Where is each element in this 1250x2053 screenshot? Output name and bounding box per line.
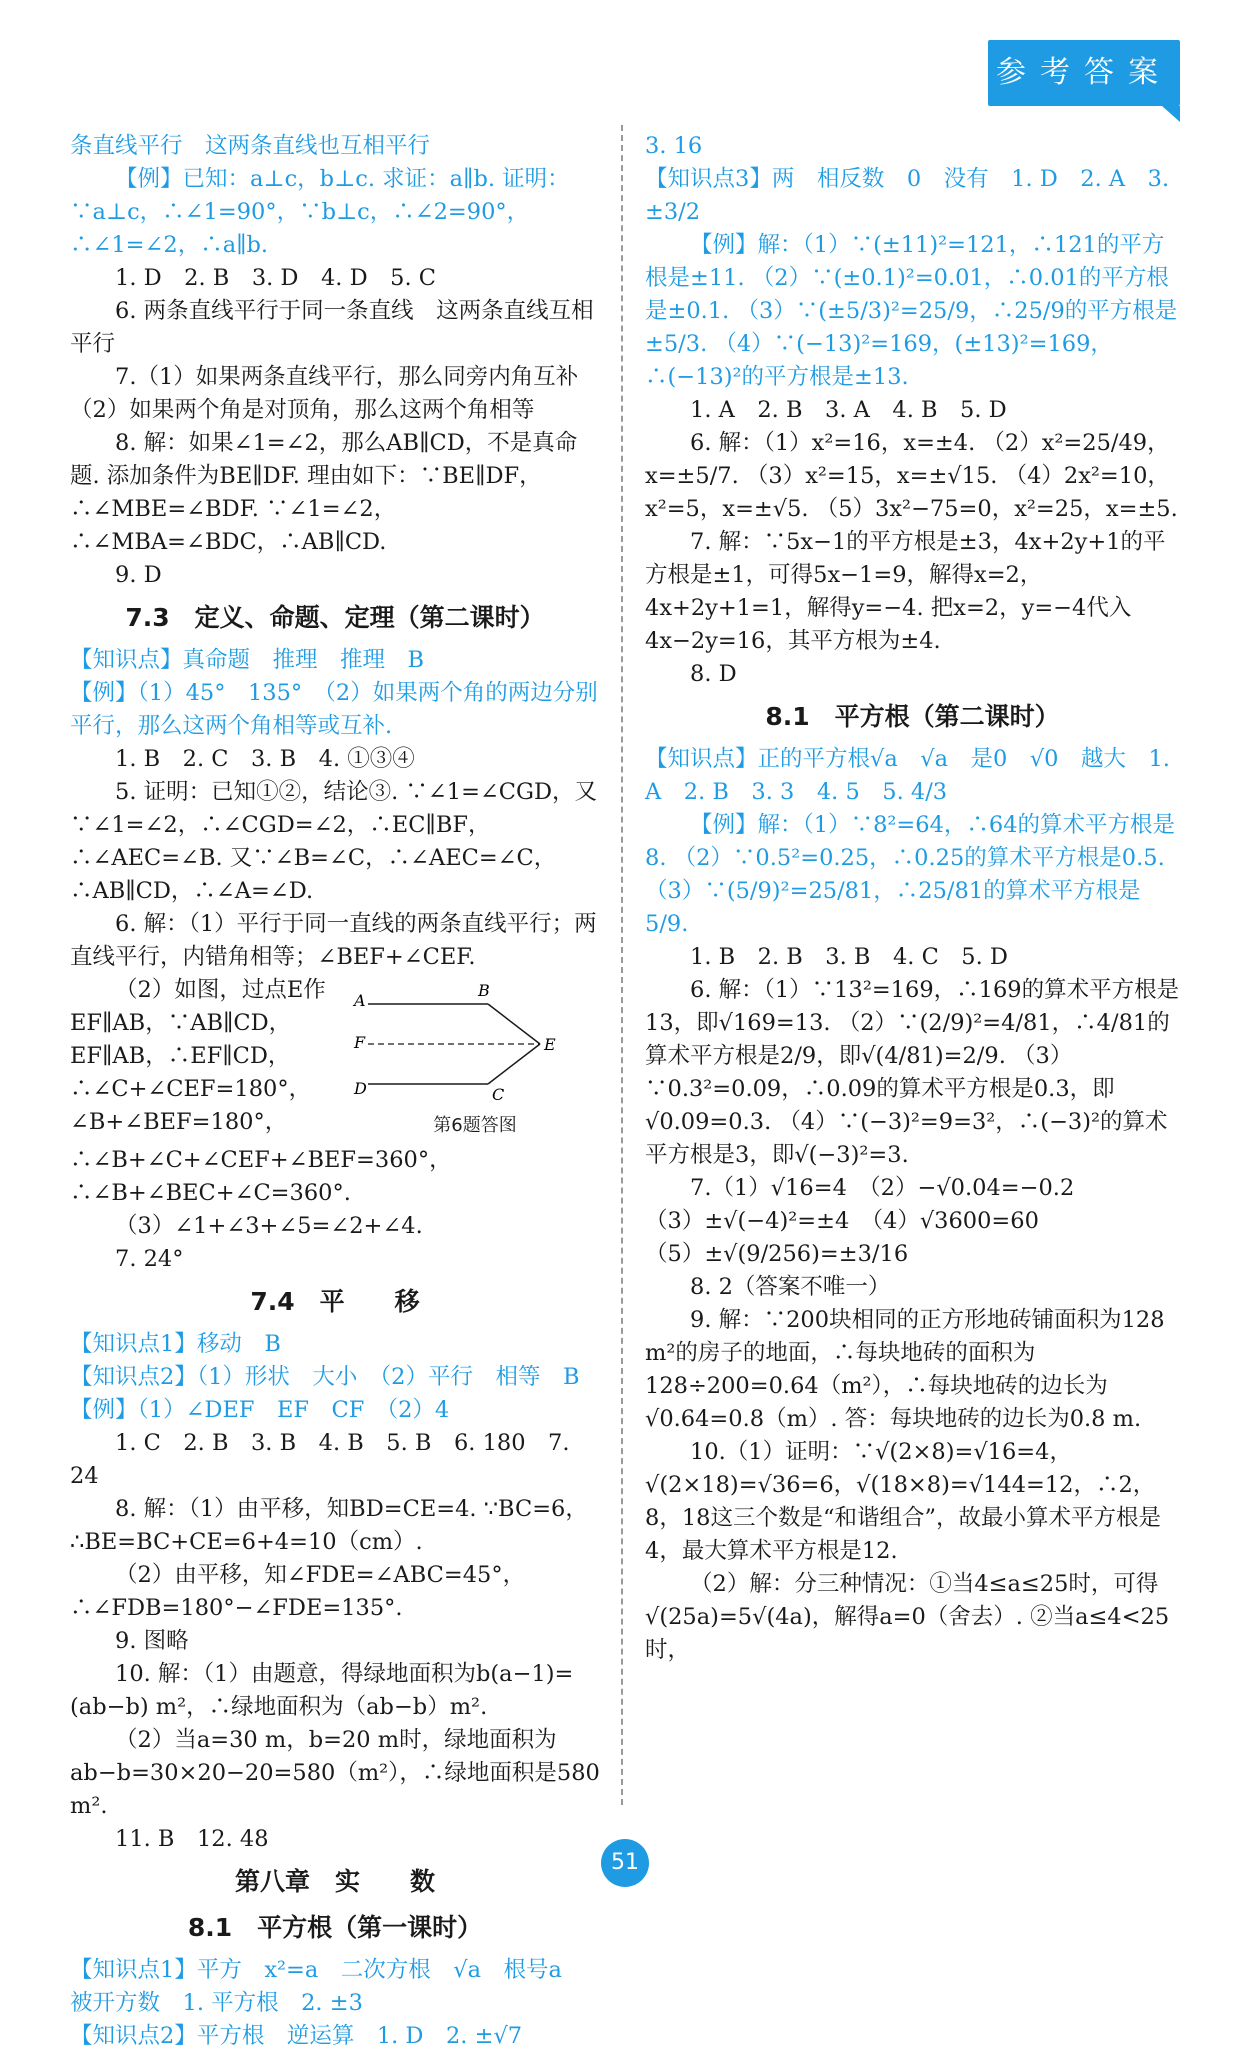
parallel-lines-diagram (350, 976, 600, 1116)
left-column (70, 130, 600, 2053)
example-answer: 【例】（1）45° 135° （2）如果两个角的两边分别平行，那么这两个角相等或互补. (70, 680, 598, 739)
section-heading: 7.3 定义、命题、定理（第二课时） (125, 603, 545, 632)
answer-line: 8. D (690, 661, 737, 687)
answer-line: 9. 解：∵200块相同的正方形地砖铺面积为128 m²的房子的地面，∴每块地砖的面积为128÷200=0.64（m²），∴每块地砖的边长为√0.64=0.8（m）. 答：每块地砖的边长为0.8 m. (645, 1307, 1165, 1432)
answer-line: 9. D (115, 562, 162, 588)
answer-line: （3）∠1+∠3+∠5=∠2+∠4. (115, 1213, 423, 1239)
answer-line: 7. 解：∵5x−1的平方根是±3，4x+2y+1的平方根是±1，可得5x−1=9，解得x=2，4x+2y+1=1，解得y=−4. 把x=2，y=−4代入4x−2y=16，其平方根为±4. (645, 529, 1166, 654)
answer-line: 8. 2（答案不唯一） (690, 1274, 891, 1300)
knowledge-point: 【知识点3】两 相反数 0 没有 1. D 2. A 3. ±3/2 (645, 166, 1170, 225)
chapter-heading: 第八章 实 数 (234, 1867, 435, 1896)
knowledge-point: 【知识点2】平方根 逆运算 1. D 2. ±√7 (70, 2023, 523, 2049)
answer-line: 6. 两条直线平行于同一条直线 这两条直线互相平行 (70, 298, 594, 357)
answer-line: 10.（1）证明：∵√(2×8)=√16=4，√(2×18)=√36=6，√(18×8)=√144=12，∴2，8，18这三个数是“和谐组合”，故最小算术平方根是4，最大算术平方根是12. (645, 1439, 1161, 1564)
section-heading: 7.4 平 移 (250, 1287, 420, 1316)
example-answer: 【例】（1）∠DEF EF CF （2）4 (70, 1397, 450, 1423)
section-heading: 8.1 平方根（第二课时） (765, 702, 1060, 731)
knowledge-point: 【知识点1】平方 x²=a 二次方根 √a 根号a 被开方数 1. 平方根 2. ±3 (70, 1957, 585, 2016)
example-answer: 【例】解：（1）∵(±11)²=121，∴121的平方根是±11. （2）∵(±0.1)²=0.01，∴0.01的平方根是±0.1. （3）∵(±5/3)²=25/9，∴25/9的平方根是±5/3. （4）∵(−13)²=169，(±13)²=169，∴(−13)²的平方根是±13. (645, 232, 1178, 390)
answer-line: 1. B 2. C 3. B 4. ①③④ (115, 746, 415, 772)
tab-fold-decoration (1162, 106, 1180, 122)
answer-line: 6. 解：（1）平行于同一直线的两条直线平行；两直线平行，内错角相等；∠BEF+∠CEF. (70, 911, 597, 970)
answer-line: （2）由平移，知∠FDE=∠ABC=45°，∴∠FDB=180°−∠FDE=135°. (70, 1562, 526, 1621)
label-f: F (354, 1033, 366, 1052)
answer-line: 5. 证明：已知①②，结论③. ∵∠1=∠CGD，又∵∠1=∠2，∴∠CGD=∠2，∴EC∥BF，∴∠AEC=∠B. 又∵∠B=∠C，∴∠AEC=∠C，∴AB∥CD，∴∠A=∠D. (70, 779, 598, 904)
answer-line: 7.（1）√16=4 （2）−√0.04=−0.2 （3）±√(−4)²=±4 （4）√3600=60 （5）±√(9/256)=±3/16 (645, 1175, 1097, 1267)
example-answer: 【例】解：（1）∵8²=64，∴64的算术平方根是8. （2）∵0.5²=0.25，∴0.25的算术平方根是0.5. （3）∵(5/9)²=25/81，∴25/81的算术平方根是5/9. (645, 812, 1176, 937)
answer-key-tab: 参考答案 (988, 40, 1180, 106)
answer-line: （2）解：分三种情况：①当4≤a≤25时，可得√(25a)=5√(4a)，解得a=0（舍去）. ②当a≤4<25时， (645, 1571, 1170, 1663)
knowledge-point: 【知识点2】（1）形状 大小 （2）平行 相等 B (70, 1364, 580, 1390)
answer-line: （2）如图，过点E作EF∥AB，∵AB∥CD，EF∥AB，∴EF∥CD，∴∠C+∠CEF=180°，∠B+∠BEF=180°，∴∠B+∠C+∠CEF+∠BEF=360°，∴∠B+∠BEC+∠C=360°. (70, 977, 452, 1206)
geometry-figure (350, 978, 600, 1136)
answer-line: （2）当a=30 m，b=20 m时，绿地面积为ab−b=30×20−20=580（m²），∴绿地面积是580 m². (70, 1727, 600, 1819)
example-answer: 【例】已知：a⊥c，b⊥c. 求证：a∥b. 证明：∵a⊥c，∴∠1=90°，∵b⊥c，∴∠2=90°，∴∠1=∠2，∴a∥b. (70, 166, 570, 258)
label-b: B (478, 981, 490, 1000)
answer-line: 9. 图略 (115, 1628, 189, 1654)
right-column (645, 130, 1180, 1667)
answer-line: 6. 解：（1）x²=16，x=±4. （2）x²=25/49，x=±5/7. （3）x²=15，x=±√15. （4）2x²=10，x²=5，x=±√5. （5）3x²−75=0，x²=25，x=±5. (645, 430, 1178, 522)
label-d: D (354, 1079, 367, 1098)
knowledge-point: 【知识点1】移动 B (70, 1331, 281, 1357)
answer-line: 3. 16 (645, 133, 703, 159)
answer-line: 7. 24° (115, 1246, 184, 1272)
answer-line: 1. C 2. B 3. B 4. B 5. B 6. 180 7. 24 (70, 1430, 570, 1489)
answer-line: 8. 解：如果∠1=∠2，那么AB∥CD，不是真命题. 添加条件为BE∥DF. 理由如下：∵BE∥DF，∴∠MBE=∠BDF. ∵∠1=∠2，∴∠MBA=∠BDC，∴AB∥CD. (70, 430, 578, 555)
label-e: E (544, 1035, 556, 1054)
page-number: 51 (601, 1839, 649, 1887)
answer-line: 1. A 2. B 3. A 4. B 5. D (690, 397, 1007, 423)
answer-line: 1. B 2. B 3. B 4. C 5. D (690, 944, 1008, 970)
answer-line: 8. 解：（1）由平移，知BD=CE=4. ∵BC=6，∴BE=BC+CE=6+4=10（cm）. (70, 1496, 588, 1555)
knowledge-point: 【知识点】真命题 推理 推理 B (70, 647, 425, 673)
column-divider (621, 125, 623, 1805)
answer-line: 1. D 2. B 3. D 4. D 5. C (115, 265, 436, 291)
answer-line: 11. B 12. 48 (115, 1826, 269, 1852)
knowledge-point: 【知识点】正的平方根√a √a 是0 √0 越大 1. A 2. B 3. 3 4. 5 5. 4/3 (645, 746, 1170, 805)
label-a: A (354, 991, 366, 1010)
answer-line: 条直线平行 这两条直线也互相平行 (70, 133, 431, 159)
label-c: C (492, 1085, 505, 1104)
answer-line: 6. 解：（1）∵13²=169，∴169的算术平方根是13，即√169=13. （2）∵(2/9)²=4/81，∴4/81的算术平方根是2/9，即√(4/81)=2/9. （3）∵0.3²=0.09，∴0.09的算术平方根是0.3，即√0.09=0.3. （4）∵(−3)²=9=3²，∴(−3)²的算术平方根是3，即√(−3)²=3. (645, 977, 1180, 1168)
figure-caption: 第6题答图 (433, 1115, 517, 1136)
section-heading: 8.1 平方根（第一课时） (187, 1913, 483, 1942)
answer-line: 10. 解：（1）由题意，得绿地面积为b(a−1)=(ab−b) m²，∴绿地面积为（ab−b）m². (70, 1661, 574, 1720)
answer-line: 7.（1）如果两条直线平行，那么同旁内角互补（2）如果两个角是对顶角，那么这两个角相等 (70, 364, 579, 423)
